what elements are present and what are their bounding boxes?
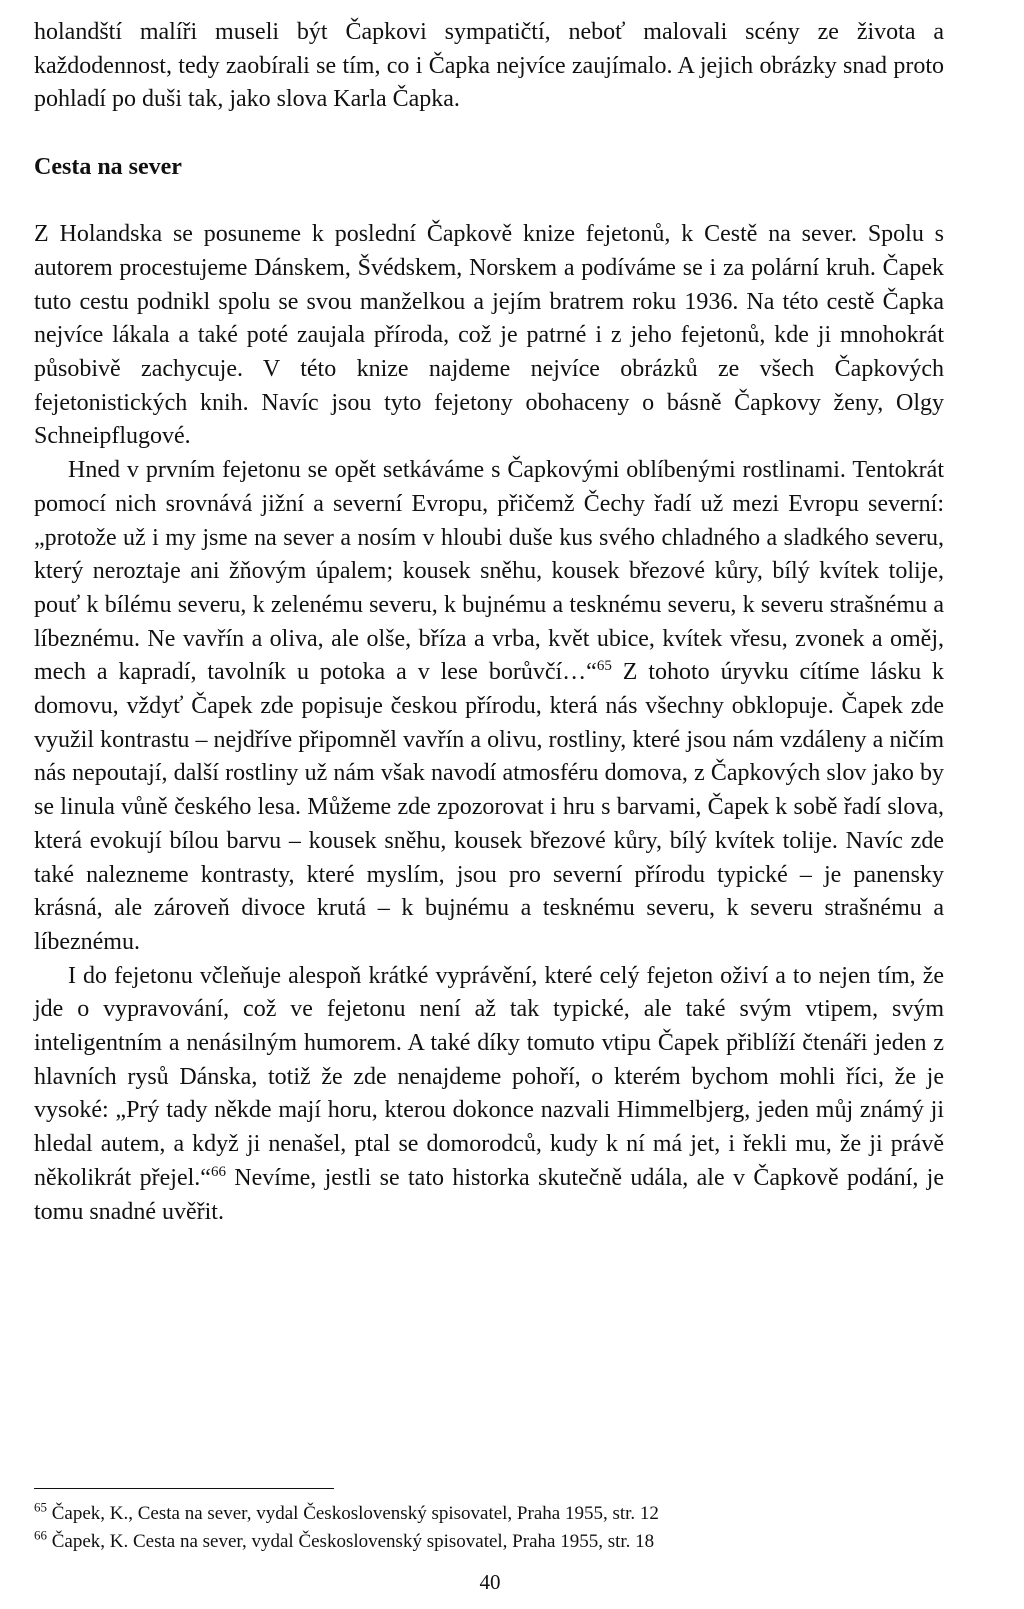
page-number: 40 [479, 1570, 501, 1594]
body-text [34, 16, 944, 1229]
section-heading: Cesta na sever [34, 153, 182, 180]
footnote-text: Čapek, K., Cesta na sever, vydal Československý spisovatel, Praha 1955, str. 12 [51, 1503, 659, 1524]
footnote-divider [34, 1488, 334, 1489]
paragraph-text: Z tohoto úryvku cítíme lásku k domovu, vždyť Čapek zde popisuje českou přírodu, která nás všechny obklopuje. Čapek zde využil kontrastu – nejdříve připomněl vavřín a olivu, rostliny, které jsou nám vzdáleny a ničím nás nepoutají, další rostliny už nám však navodí atmosféru domova, z Čapkových slov jako by se linula vůně českého lesa. Můžeme zde zpozorovat i hru s barvami, Čapek k sobě řadí slova, která evokují bílou barvu – kousek sněhu, kousek březové kůry, bílý kvítek tolije. Navíc zde také nalezneme kontrasty, které myslím, jsou pro severní přírodu typické – je panensky krásná, ale zároveň divoce krutá – k bujnému a tesknému severu, k severu strašnému a líbeznému. [34, 659, 945, 955]
footnote-65 [34, 1500, 944, 1528]
footnote-ref-66: 66 [210, 1163, 226, 1180]
paragraph-intro: Z Holandska se posuneme k poslední Čapkově knize fejetonů, k Cestě na sever. Spolu s autorem procestujeme Dánskem, Švédskem, Norskem a podíváme se i za polární kruh. Čapek tuto cestu podnikl spolu se svou manželkou a jejím bratrem roku 1936. Na této cestě Čapka nejvíce lákala a také poté zaujala příroda, což je patrné i z jeho fejetonů, kde ji mnohokrát působivě zachycuje. V této knize najdeme nejvíce obrázků ze všech Čapkových fejetonistických knih. Navíc jsou tyto fejetony obohaceny o básně Čapkovy ženy, Olgy Schneipflugové. [34, 221, 944, 450]
footnote-number: 66 [34, 1527, 47, 1543]
footnote-ref-65: 65 [596, 658, 612, 675]
paragraph-story [34, 960, 944, 1230]
paragraph-text: I do fejetonu včleňuje alespoň krátké vyprávění, které celý fejeton oživí a to nejen tím, že jde o vypravování, což ve fejetonu není až tak typické, ale také svým vtipem, svým inteligentním a nenásilným humorem. A také díky tomuto vtipu Čapek přiblíží čtenáři jeden z hlavních rysů Dánska, totiž že zde nenajdeme pohoří, o kterém bychom mohli říci, že je vysoké: „Prý tady někde mají horu, kterou dokonce nazvali Himmelbjerg, jeden můj známý ji hledal autem, a když ji nenašel, ptal se domorodců, kudy k ní má jet, i řekli mu, že ji právě několikrát přejel.“ [34, 962, 944, 1191]
footnotes [34, 1500, 944, 1556]
paragraph-text: Hned v prvním fejetonu se opět setkáváme s Čapkovými oblíbenými rostlinami. Tentokrát pomocí nich srovnává jižní a severní Evropu, přičemž Čechy řadí už mezi Evropu severní: „protože už i my jsme na sever a nosím v hloubi duše kus svého chladného a sladkého severu, který neroztaje ani žňovým úpalem; kousek sněhu, kousek březové kůry, bílý kvítek tolije, pouť k bílému severu, k zelenému severu, k bujnému a tesknému severu, k severu strašnému a líbeznému. Ne vavřín a oliva, ale olše, bříza a vrba, květ ubice, kvítek vřesu, zvonek a oměj, mech a kapradí, tavolník u potoka a v lese borůvčí…“ [34, 457, 944, 686]
paragraph-continued: holandští malíři museli být Čapkovi sympatičtí, neboť malovali scény ze života a každodennost, tedy zaobírali se tím, co i Čapka nejvíce zaujímalo. A jejich obrázky snad proto pohladí po duši tak, jako slova Karla Čapka. [34, 19, 944, 113]
footnote-number: 65 [34, 1499, 47, 1515]
paragraph-text: Nevíme, jestli se tato historka skutečně udála, ale v Čapkově podání, je tomu snadné uvěřit. [34, 1164, 944, 1225]
footnote-text: Čapek, K. Cesta na sever, vydal Československý spisovatel, Praha 1955, str. 18 [51, 1531, 655, 1552]
footnote-66 [34, 1528, 944, 1556]
paragraph-plants [34, 454, 944, 960]
